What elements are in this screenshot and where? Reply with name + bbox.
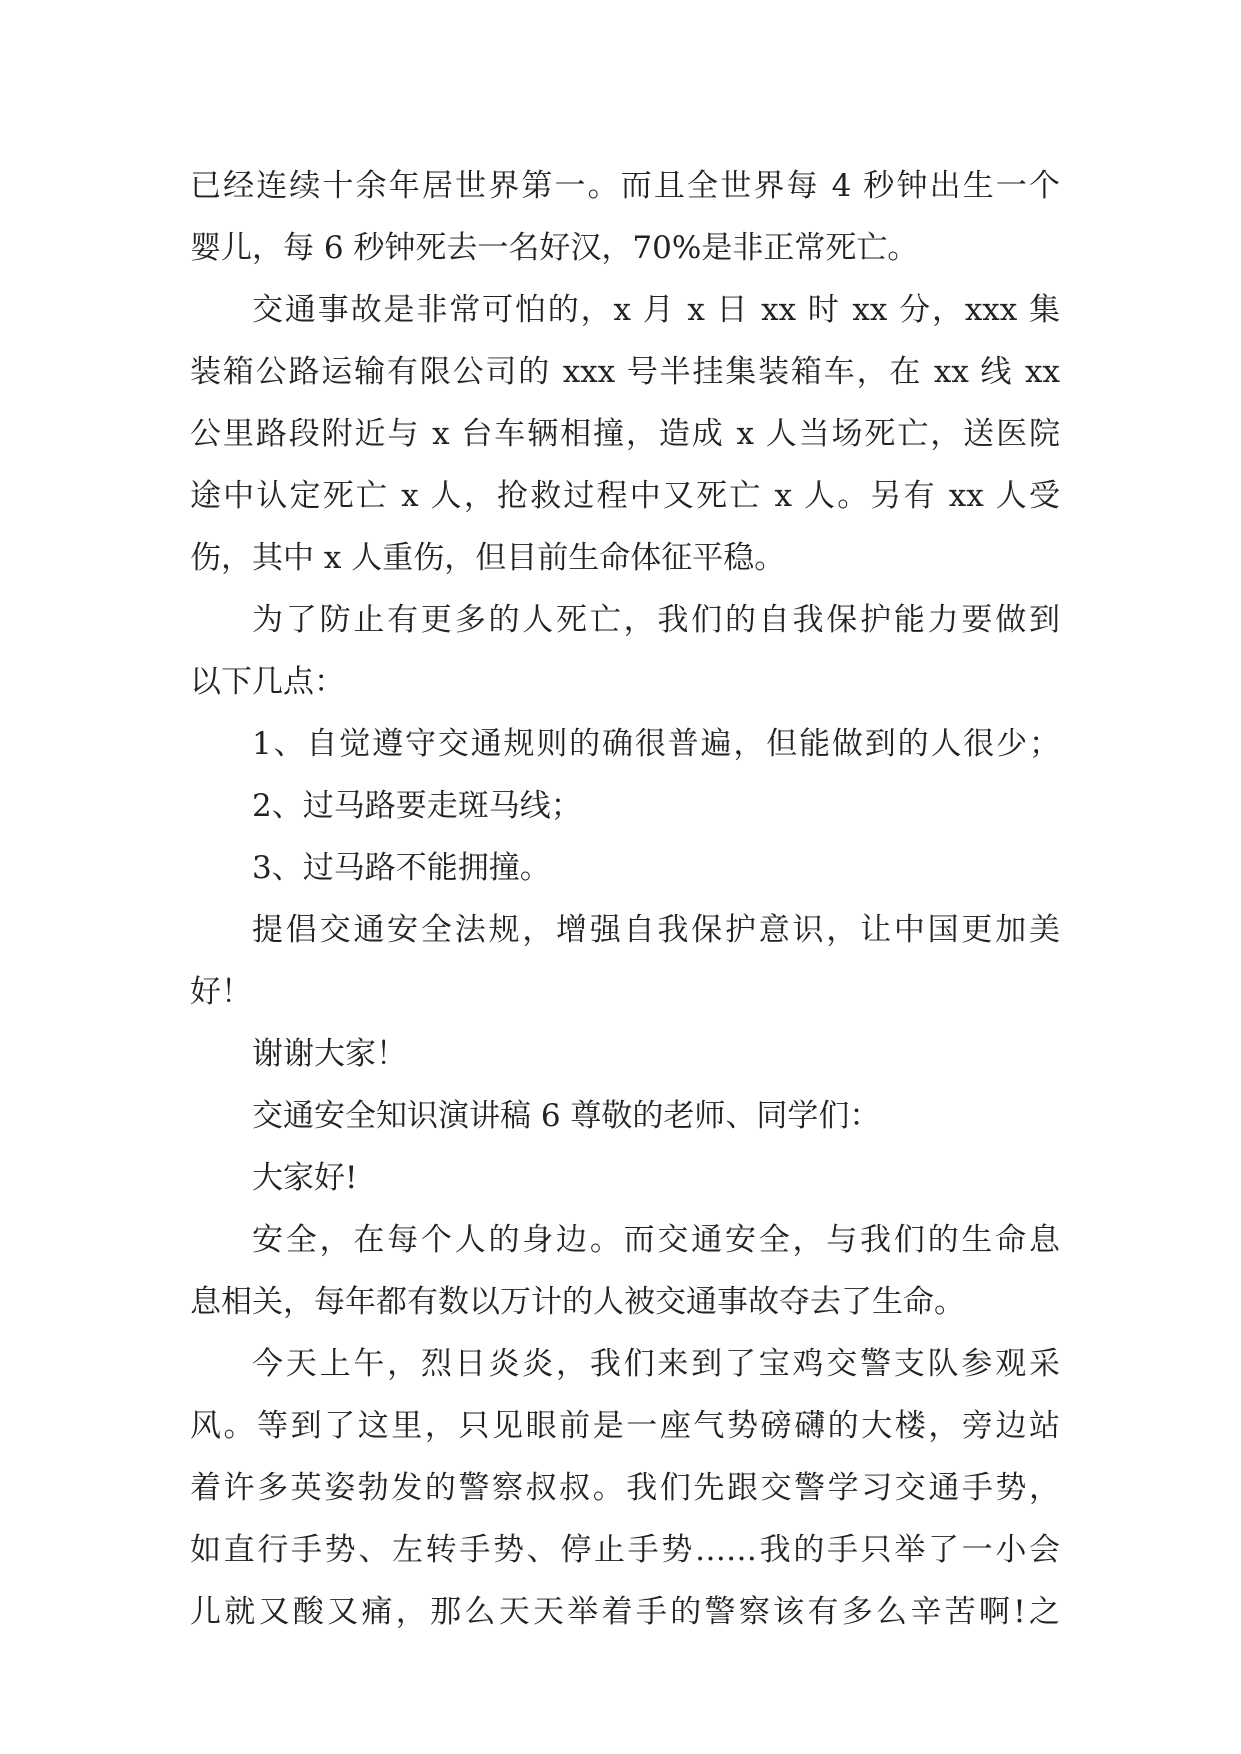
text-line: 安全，在每个人的身边。而交通安全，与我们的生命息	[252, 1222, 1060, 1258]
text-line: 好！	[190, 974, 252, 1010]
text-line: 儿就又酸又痛，那么天天举着手的警察该有多么辛苦啊!之	[190, 1594, 1060, 1630]
text-line: 风。等到了这里，只见眼前是一座气势磅礴的大楼，旁边站	[190, 1408, 1060, 1444]
text-line: 如直行手势、左转手势、停止手势……我的手只举了一小会	[190, 1532, 1060, 1568]
text-line: 途中认定死亡 x 人，抢救过程中又死亡 x 人。另有 xx 人受	[190, 478, 1060, 514]
text-line: 1、自觉遵守交通规则的确很普遍，但能做到的人很少；	[252, 726, 1060, 762]
text-line: 提倡交通安全法规，增强自我保护意识，让中国更加美	[252, 912, 1060, 948]
text-line: 婴儿，每 6 秒钟死去一名好汉，70%是非正常死亡。	[190, 230, 919, 266]
text-line: 2、过马路要走斑马线；	[252, 788, 582, 824]
text-line: 装箱公路运输有限公司的 xxx 号半挂集装箱车，在 xx 线 xx	[190, 354, 1060, 390]
text-line: 息相关，每年都有数以万计的人被交通事故夺去了生命。	[190, 1284, 965, 1320]
text-line: 着许多英姿勃发的警察叔叔。我们先跟交警学习交通手势，	[190, 1470, 1060, 1506]
text-line: 谢谢大家！	[252, 1036, 407, 1072]
text-line: 以下几点：	[190, 664, 345, 700]
text-line: 大家好!	[252, 1160, 358, 1196]
body-text	[190, 155, 1060, 1643]
text-line: 交通安全知识演讲稿 6 尊敬的老师、同学们：	[252, 1098, 881, 1134]
text-line: 3、过马路不能拥撞。	[252, 850, 551, 886]
text-line: 伤，其中 x 人重伤，但目前生命体征平稳。	[190, 540, 786, 576]
text-line: 已经连续十余年居世界第一。而且全世界每 4 秒钟出生一个	[190, 168, 1060, 204]
text-line: 为了防止有更多的人死亡，我们的自我保护能力要做到	[252, 602, 1060, 638]
text-line: 交通事故是非常可怕的，x 月 x 日 xx 时 xx 分，xxx 集	[252, 292, 1060, 328]
text-line: 公里路段附近与 x 台车辆相撞，造成 x 人当场死亡，送医院	[190, 416, 1060, 452]
text-line: 今天上午，烈日炎炎，我们来到了宝鸡交警支队参观采	[252, 1346, 1060, 1382]
